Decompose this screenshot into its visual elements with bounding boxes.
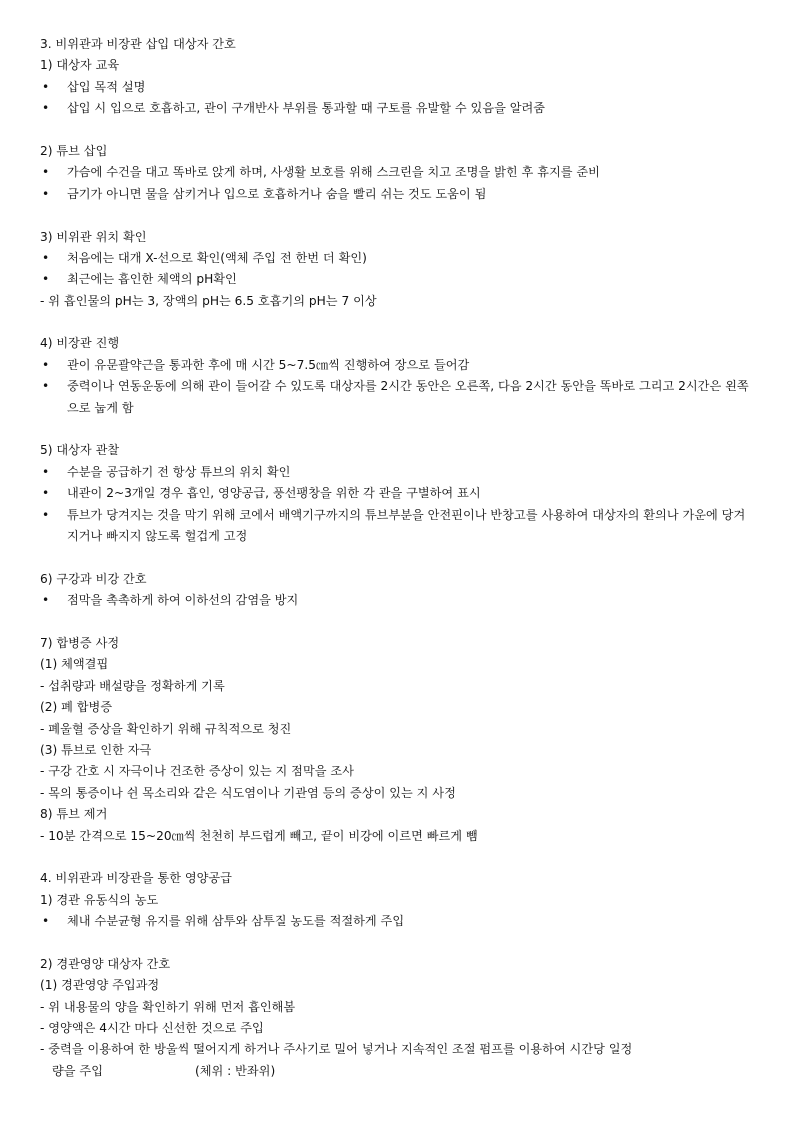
subsection-title: 6) 구강과 비강 간호 xyxy=(40,571,147,586)
bullet-item: • 금기가 아니면 물을 삼키거나 입으로 호흡하거나 숨을 빨리 쉬는 것도 도움이 됨 xyxy=(42,186,487,201)
dash-item: - 중력을 이용하여 한 방울씩 떨어지게 하거나 주사기로 밀어 넣거나 지속적인 조절 펌프를 이용하여 시간당 일정 xyxy=(40,1042,633,1057)
dash-item: - 구강 간호 시 자극이나 건조한 증상이 있는 지 점막을 조사 xyxy=(40,764,354,779)
bullet-item: • 삽입 시 입으로 호흡하고, 관이 구개반사 부위를 통과할 때 구토를 유발할 수 있음을 알려줌 xyxy=(42,101,546,116)
bullet-item: • 삽입 목적 설명 xyxy=(42,79,146,94)
bullet-item: • 점막을 촉촉하게 하여 이하선의 감염을 방지 xyxy=(42,593,299,608)
dash-item: - 10분 간격으로 15~20㎝씩 천천히 부드럽게 빼고, 끝이 비강에 이르면 빠르게 뺌 xyxy=(40,828,478,843)
section-4-title: 4. 비위관과 비장관을 통한 영양공급 xyxy=(40,871,232,886)
subsection-title: 1) 대상자 교육 xyxy=(40,58,120,73)
subsection-title: 7) 합병증 사정 xyxy=(40,636,120,650)
subsection-title: 1) 경관 유동식의 농도 xyxy=(40,892,159,907)
dash-item: - 섭취량과 배설량을 정확하게 기록 xyxy=(40,678,225,693)
dash-item: - 목의 통증이나 쉰 목소리와 같은 식도염이나 기관염 등의 증상이 있는 지 사정 xyxy=(40,785,456,800)
bullet-item: • 처음에는 대개 X-선으로 확인(액체 주입 전 한번 더 확인) xyxy=(42,250,367,265)
list-item: (1) 체액결핍 xyxy=(40,657,109,672)
section-3-title: 3. 비위관과 비장관 삽입 대상자 간호 xyxy=(40,37,236,51)
bullet-item: • 관이 유문괄약근을 통과한 후에 매 시간 5~7.5㎝씩 진행하여 장으로 들어감 xyxy=(42,357,470,372)
subsection-title: 3) 비위관 위치 확인 xyxy=(40,229,147,244)
list-item: (3) 튜브로 인한 자극 xyxy=(40,742,152,757)
list-item: (2) 폐 합병증 xyxy=(40,700,113,715)
dash-item: - 위 내용물의 양을 확인하기 위해 먼저 흡인해봄 xyxy=(40,999,296,1014)
bullet-item: • 튜브가 당겨지는 것을 막기 위해 코에서 배액기구까지의 튜브부분을 안전핀이나 반창고를 사용하여 대상자의 환의나 가운에 당겨지거나 빠지지 않도록 헐겁게 고정 xyxy=(42,507,746,544)
bullet-item: • 최근에는 흡인한 체액의 pH확인 xyxy=(42,272,237,287)
subsection-title: 8) 튜브 제거 xyxy=(40,807,108,822)
bullet-item: • 체내 수분균형 유지를 위해 삼투와 삼투질 농도를 적절하게 주입 xyxy=(42,914,405,929)
subsection-title: 2) 튜브 삽입 xyxy=(40,143,108,158)
list-item: (1) 경관영양 주입과정 xyxy=(40,978,160,993)
bullet-item: • 중력이나 연동운동에 의해 관이 들어갈 수 있도록 대상자를 2시간 동안은 오른쪽, 다음 2시간 동안을 똑바로 그리고 2시간은 왼쪽으로 눕게 함 xyxy=(42,379,749,415)
subsection-title: 4) 비장관 진행 xyxy=(40,336,120,351)
bullet-item: • 가슴에 수건을 대고 똑바로 앉게 하며, 사생활 보호를 위해 스크린을 치고 조명을 밝힌 후 휴지를 준비 xyxy=(42,165,600,180)
bullet-item: • 내관이 2~3개일 경우 흡인, 영양공급, 풍선팽창을 위한 각 관을 구별하여 표시 xyxy=(42,486,481,501)
continuation-text: 량을 주입 xyxy=(52,1063,103,1078)
bullet-item: • 수분을 공급하기 전 항상 튜브의 위치 확인 xyxy=(42,464,291,479)
dash-item: - 위 흡인물의 pH는 3, 장액의 pH는 6.5 호흡기의 pH는 7 이상 xyxy=(40,293,377,308)
position-note: (체위 : 반좌위) xyxy=(194,1063,276,1078)
dash-item-continuation xyxy=(40,1061,754,1082)
subsection-title: 5) 대상자 관찰 xyxy=(40,443,120,458)
dash-item: - 폐울혈 증상을 확인하기 위해 규칙적으로 청진 xyxy=(40,721,292,736)
dash-item: - 영양액은 4시간 마다 신선한 것으로 주입 xyxy=(40,1021,264,1036)
subsection-title: 2) 경관영양 대상자 간호 xyxy=(40,956,171,971)
